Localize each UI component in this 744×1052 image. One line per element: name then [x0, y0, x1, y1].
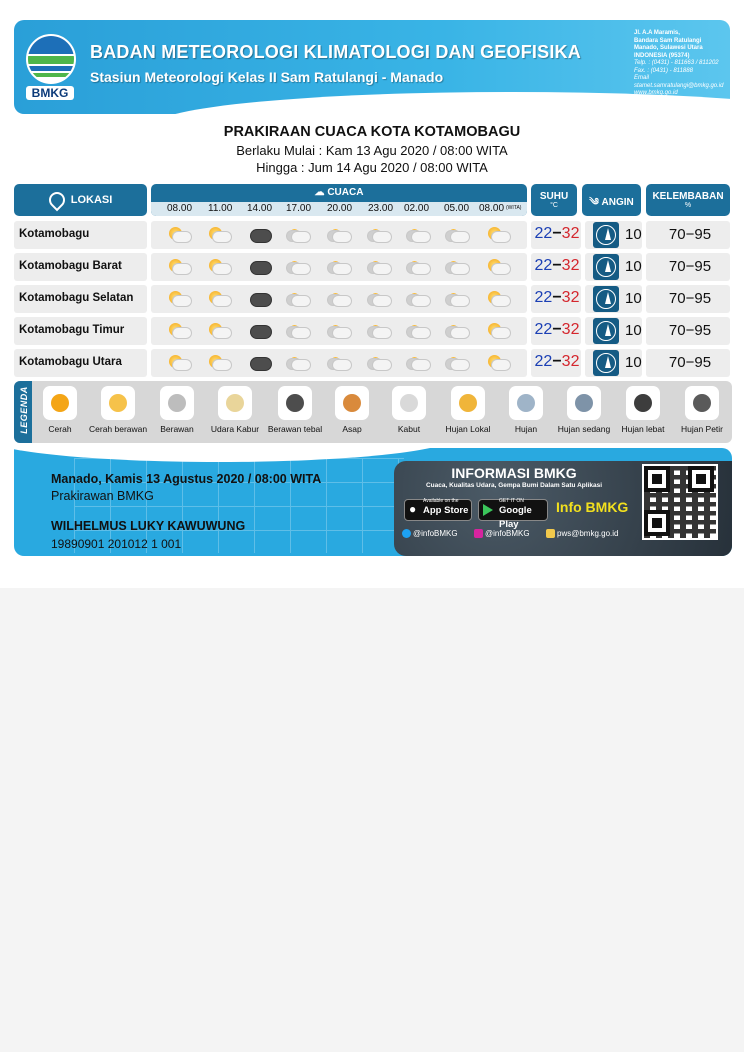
cerah-berawan-icon: [207, 258, 231, 276]
issue-date: Manado, Kamis 13 Agustus 2020 / 08:00 WITA: [51, 472, 322, 486]
berawan-tebal-icon: [248, 290, 272, 308]
temperature-range: [533, 321, 581, 339]
time-label: 05.00: [444, 203, 470, 214]
legend-item-label: Cerah: [48, 424, 72, 434]
location-name: Kotamobagu Selatan: [19, 292, 134, 304]
berawan-tebal-icon: [248, 354, 272, 372]
mail-icon: [546, 529, 555, 538]
app-store-badge[interactable]: [404, 499, 472, 521]
legend-item-label: Hujan sedang: [557, 424, 611, 434]
contact-line: Email: [634, 75, 650, 81]
berawan-icon: [406, 258, 430, 276]
berawan-icon: [327, 354, 351, 372]
temperature-dash: −: [552, 257, 562, 274]
wind-speed: 10: [625, 258, 642, 275]
time-label: 11.00: [208, 203, 233, 214]
legend: [14, 381, 732, 443]
forecaster-name: WILHELMUS LUKY KAWUWUNG: [51, 519, 246, 533]
humidity-range: 70−95: [668, 322, 712, 339]
wind-direction-compass-icon: [593, 350, 619, 376]
berawan-icon: [406, 290, 430, 308]
temperature-max: 32: [561, 321, 580, 338]
info-title: INFORMASI BMKG: [451, 465, 577, 481]
time-label: 14.00: [247, 203, 273, 214]
cerah-berawan-icon: [207, 226, 231, 244]
berawan-icon: [367, 290, 391, 308]
legend-item: [439, 386, 497, 434]
berawan-icon: [286, 226, 310, 244]
email-contact[interactable]: [546, 529, 618, 538]
address-block: [634, 30, 726, 98]
bmkg-logo-text: BMKG: [26, 86, 74, 100]
address-line: INDONESIA (95374): [634, 52, 690, 59]
legend-item: [555, 386, 613, 434]
cerah-berawan-icon: [486, 354, 510, 372]
header-suhu-label: SUHU: [539, 191, 569, 202]
wind-icon: ༄: [589, 197, 602, 208]
fog-icon: [392, 386, 426, 420]
info-bmkg-panel: [394, 461, 732, 556]
temperature-min: 22: [534, 225, 553, 242]
header-banner: [14, 20, 730, 114]
header-kelembaban-label: KELEMBABAN: [652, 191, 724, 202]
address-line: Jl. A.A Maramis,: [634, 30, 680, 36]
location-name: Kotamobagu Timur: [19, 324, 125, 336]
legend-item: [380, 386, 438, 434]
cerah-berawan-icon: [486, 290, 510, 308]
contact-line: Fax. : (0431) - 811888: [634, 67, 693, 74]
play-icon: [483, 504, 493, 516]
legend-item-label: Berawan tebal: [267, 424, 323, 434]
instagram-icon: [474, 529, 483, 538]
wind-speed: 10: [625, 226, 642, 243]
contact-line: Telp. : (0431) - 811663 / 811202: [634, 60, 719, 66]
berawan-icon: [286, 258, 310, 276]
legend-tab: [14, 381, 32, 443]
haze-icon: [218, 386, 252, 420]
temperature-range: [533, 225, 581, 243]
cerah-berawan-icon: [486, 258, 510, 276]
berawan-icon: [367, 322, 391, 340]
temperature-min: 22: [534, 257, 553, 274]
legend-item: [323, 386, 381, 434]
header-angin: [582, 184, 641, 216]
google-play-small: GET IT ON: [499, 498, 524, 504]
app-store-label: App Store: [423, 505, 469, 516]
berawan-icon: [445, 290, 469, 308]
temperature-max: 32: [561, 289, 580, 306]
header-kelembaban-unit: %: [684, 202, 692, 209]
humidity-range: 70−95: [668, 354, 712, 371]
berawan-icon: [406, 226, 430, 244]
qr-finder: [688, 466, 714, 492]
contact-line: stamet.samratulangi@bmkg.go.id: [634, 82, 724, 89]
header-lokasi: [14, 184, 147, 216]
legend-item: [206, 386, 264, 434]
sun-icon: [43, 386, 77, 420]
cerah-berawan-icon: [167, 354, 191, 372]
berawan-icon: [327, 258, 351, 276]
header-cuaca: [151, 184, 527, 216]
humidity-range: 70−95: [668, 290, 712, 307]
legend-item: [266, 386, 324, 434]
station-name: Stasiun Meteorologi Kelas II Sam Ratulangi - Manado: [90, 69, 444, 85]
berawan-icon: [445, 354, 469, 372]
humidity-range: 70−95: [668, 226, 712, 243]
smoke-icon: [335, 386, 369, 420]
wind-direction-compass-icon: [593, 222, 619, 248]
location-name: Kotamobagu Barat: [19, 260, 122, 272]
wind-speed: 10: [625, 290, 642, 307]
legend-item-label: Hujan: [514, 424, 538, 434]
wind-speed: 10: [625, 322, 642, 339]
location-name: Kotamobagu: [19, 228, 90, 240]
instagram-text: @infoBMKG: [485, 529, 530, 538]
legend-item-label: Hujan lebat: [621, 424, 665, 434]
time-label: 20.00: [327, 203, 353, 214]
temperature-max: 32: [561, 225, 580, 242]
berawan-tebal-icon: [248, 322, 272, 340]
legend-item-label: Asap: [342, 424, 362, 434]
cerah-berawan-icon: [167, 258, 191, 276]
cerah-berawan-icon: [207, 354, 231, 372]
humidity-range: 70−95: [668, 258, 712, 275]
twitter-text: @infoBMKG: [413, 529, 458, 538]
header-suhu: [531, 184, 577, 216]
forecast-title: PRAKIRAAN CUACA KOTA KOTAMOBAGU: [223, 124, 521, 140]
time-row: [151, 202, 527, 216]
dark-cloud-icon: [278, 386, 312, 420]
contact-line: www.bmkg.go.id: [634, 90, 678, 96]
cerah-berawan-icon: [167, 226, 191, 244]
cloud-icon: [160, 386, 194, 420]
berawan-icon: [327, 226, 351, 244]
qr-finder: [644, 466, 670, 492]
valid-from: Berlaku Mulai : Kam 13 Agu 2020 / 08:00 WITA: [236, 143, 508, 158]
temperature-min: 22: [534, 321, 553, 338]
legend-item: [614, 386, 672, 434]
moderate-rain-icon: [567, 386, 601, 420]
cerah-berawan-icon: [207, 290, 231, 308]
berawan-tebal-icon: [248, 258, 272, 276]
address-line: Manado, Sulawesi Utara: [634, 45, 703, 51]
legend-item-label: Hujan Lokal: [445, 424, 491, 434]
legend-item: [673, 386, 731, 434]
berawan-icon: [445, 226, 469, 244]
instagram-handle[interactable]: [474, 529, 530, 538]
google-play-label: Google Play: [499, 505, 532, 530]
bmkg-logo: [26, 34, 74, 100]
sun-cloud-icon: [101, 386, 135, 420]
wind-speed: 10: [625, 354, 642, 371]
address-line: Bandara Sam Ratulangi: [634, 37, 702, 44]
temperature-min: 22: [534, 289, 553, 306]
qr-code[interactable]: [642, 464, 718, 540]
forecaster-nip: 19890901 201012 1 001: [51, 537, 182, 551]
berawan-icon: [286, 322, 310, 340]
cloud-icon: ☁: [314, 187, 328, 198]
time-label: 23.00: [368, 203, 394, 214]
time-zone-suffix: (WITA): [506, 205, 522, 211]
footer: [14, 448, 732, 556]
cerah-berawan-icon: [486, 226, 510, 244]
heavy-rain-icon: [626, 386, 660, 420]
legend-item-label: Berawan: [160, 424, 194, 434]
berawan-icon: [327, 290, 351, 308]
legend-item: [497, 386, 555, 434]
rain-icon: [509, 386, 543, 420]
temperature-dash: −: [552, 353, 562, 370]
temperature-range: [533, 353, 581, 371]
berawan-icon: [367, 354, 391, 372]
header-suhu-unit: °C: [550, 202, 558, 209]
cerah-berawan-icon: [167, 290, 191, 308]
legend-item: [148, 386, 206, 434]
email-text: pws@bmkg.go.id: [557, 529, 619, 538]
temperature-max: 32: [561, 353, 580, 370]
wind-direction-compass-icon: [593, 286, 619, 312]
berawan-icon: [286, 290, 310, 308]
header-kelembaban: [646, 184, 730, 216]
temperature-dash: −: [552, 225, 562, 242]
legend-item-label: Kabut: [397, 424, 421, 434]
google-play-badge[interactable]: [478, 498, 548, 530]
time-label: 08.00: [167, 203, 193, 214]
berawan-icon: [286, 354, 310, 372]
location-pin-icon: [45, 189, 68, 212]
valid-until: Hingga : Jum 14 Agu 2020 / 08:00 WITA: [256, 160, 488, 175]
qr-finder: [644, 510, 670, 536]
berawan-icon: [406, 322, 430, 340]
berawan-icon: [367, 226, 391, 244]
twitter-handle[interactable]: [402, 529, 458, 538]
legend-item-label: Cerah berawan: [89, 424, 148, 434]
header-angin-label: ANGIN: [601, 197, 634, 208]
time-label: 17.00: [286, 203, 312, 214]
berawan-icon: [445, 322, 469, 340]
legend-item-label: Hujan Petir: [680, 424, 724, 434]
berawan-icon: [406, 354, 430, 372]
berawan-icon: [367, 258, 391, 276]
header-lokasi-label: LOKASI: [70, 194, 113, 206]
temperature-range: [533, 257, 581, 275]
thunderstorm-icon: [685, 386, 719, 420]
temperature-min: 22: [534, 353, 553, 370]
berawan-tebal-icon: [248, 226, 272, 244]
temperature-dash: −: [552, 321, 562, 338]
cerah-berawan-icon: [207, 322, 231, 340]
twitter-icon: [402, 529, 411, 538]
time-label: 02.00: [404, 203, 430, 214]
berawan-icon: [445, 258, 469, 276]
legend-item: [89, 386, 147, 434]
berawan-icon: [327, 322, 351, 340]
forecaster-role: Prakirawan BMKG: [51, 489, 154, 503]
cerah-berawan-icon: [167, 322, 191, 340]
legend-item: [31, 386, 89, 434]
legend-label: LEGENDA: [18, 386, 29, 434]
temperature-dash: −: [552, 289, 562, 306]
time-label: 08.00: [479, 203, 505, 214]
cerah-berawan-icon: [486, 322, 510, 340]
wind-direction-compass-icon: [593, 318, 619, 344]
temperature-range: [533, 289, 581, 307]
apple-icon: ●: [409, 502, 417, 516]
bmkg-logo-emblem: [26, 34, 76, 84]
location-name: Kotamobagu Utara: [19, 356, 122, 368]
app-store-small: Available on the: [423, 498, 459, 504]
org-name: BADAN METEOROLOGI KLIMATOLOGI DAN GEOFISIKA: [90, 42, 581, 62]
local-rain-icon: [451, 386, 485, 420]
header-cuaca-label: CUACA: [327, 187, 364, 198]
temperature-max: 32: [561, 257, 580, 274]
wind-direction-compass-icon: [593, 254, 619, 280]
legend-item-label: Udara Kabur: [210, 424, 260, 434]
info-bmkg-app-name: Info BMKG: [556, 499, 629, 515]
info-subtitle: Cuaca, Kualitas Udara, Gempa Bumi Dalam Satu Aplikasi: [425, 482, 603, 489]
